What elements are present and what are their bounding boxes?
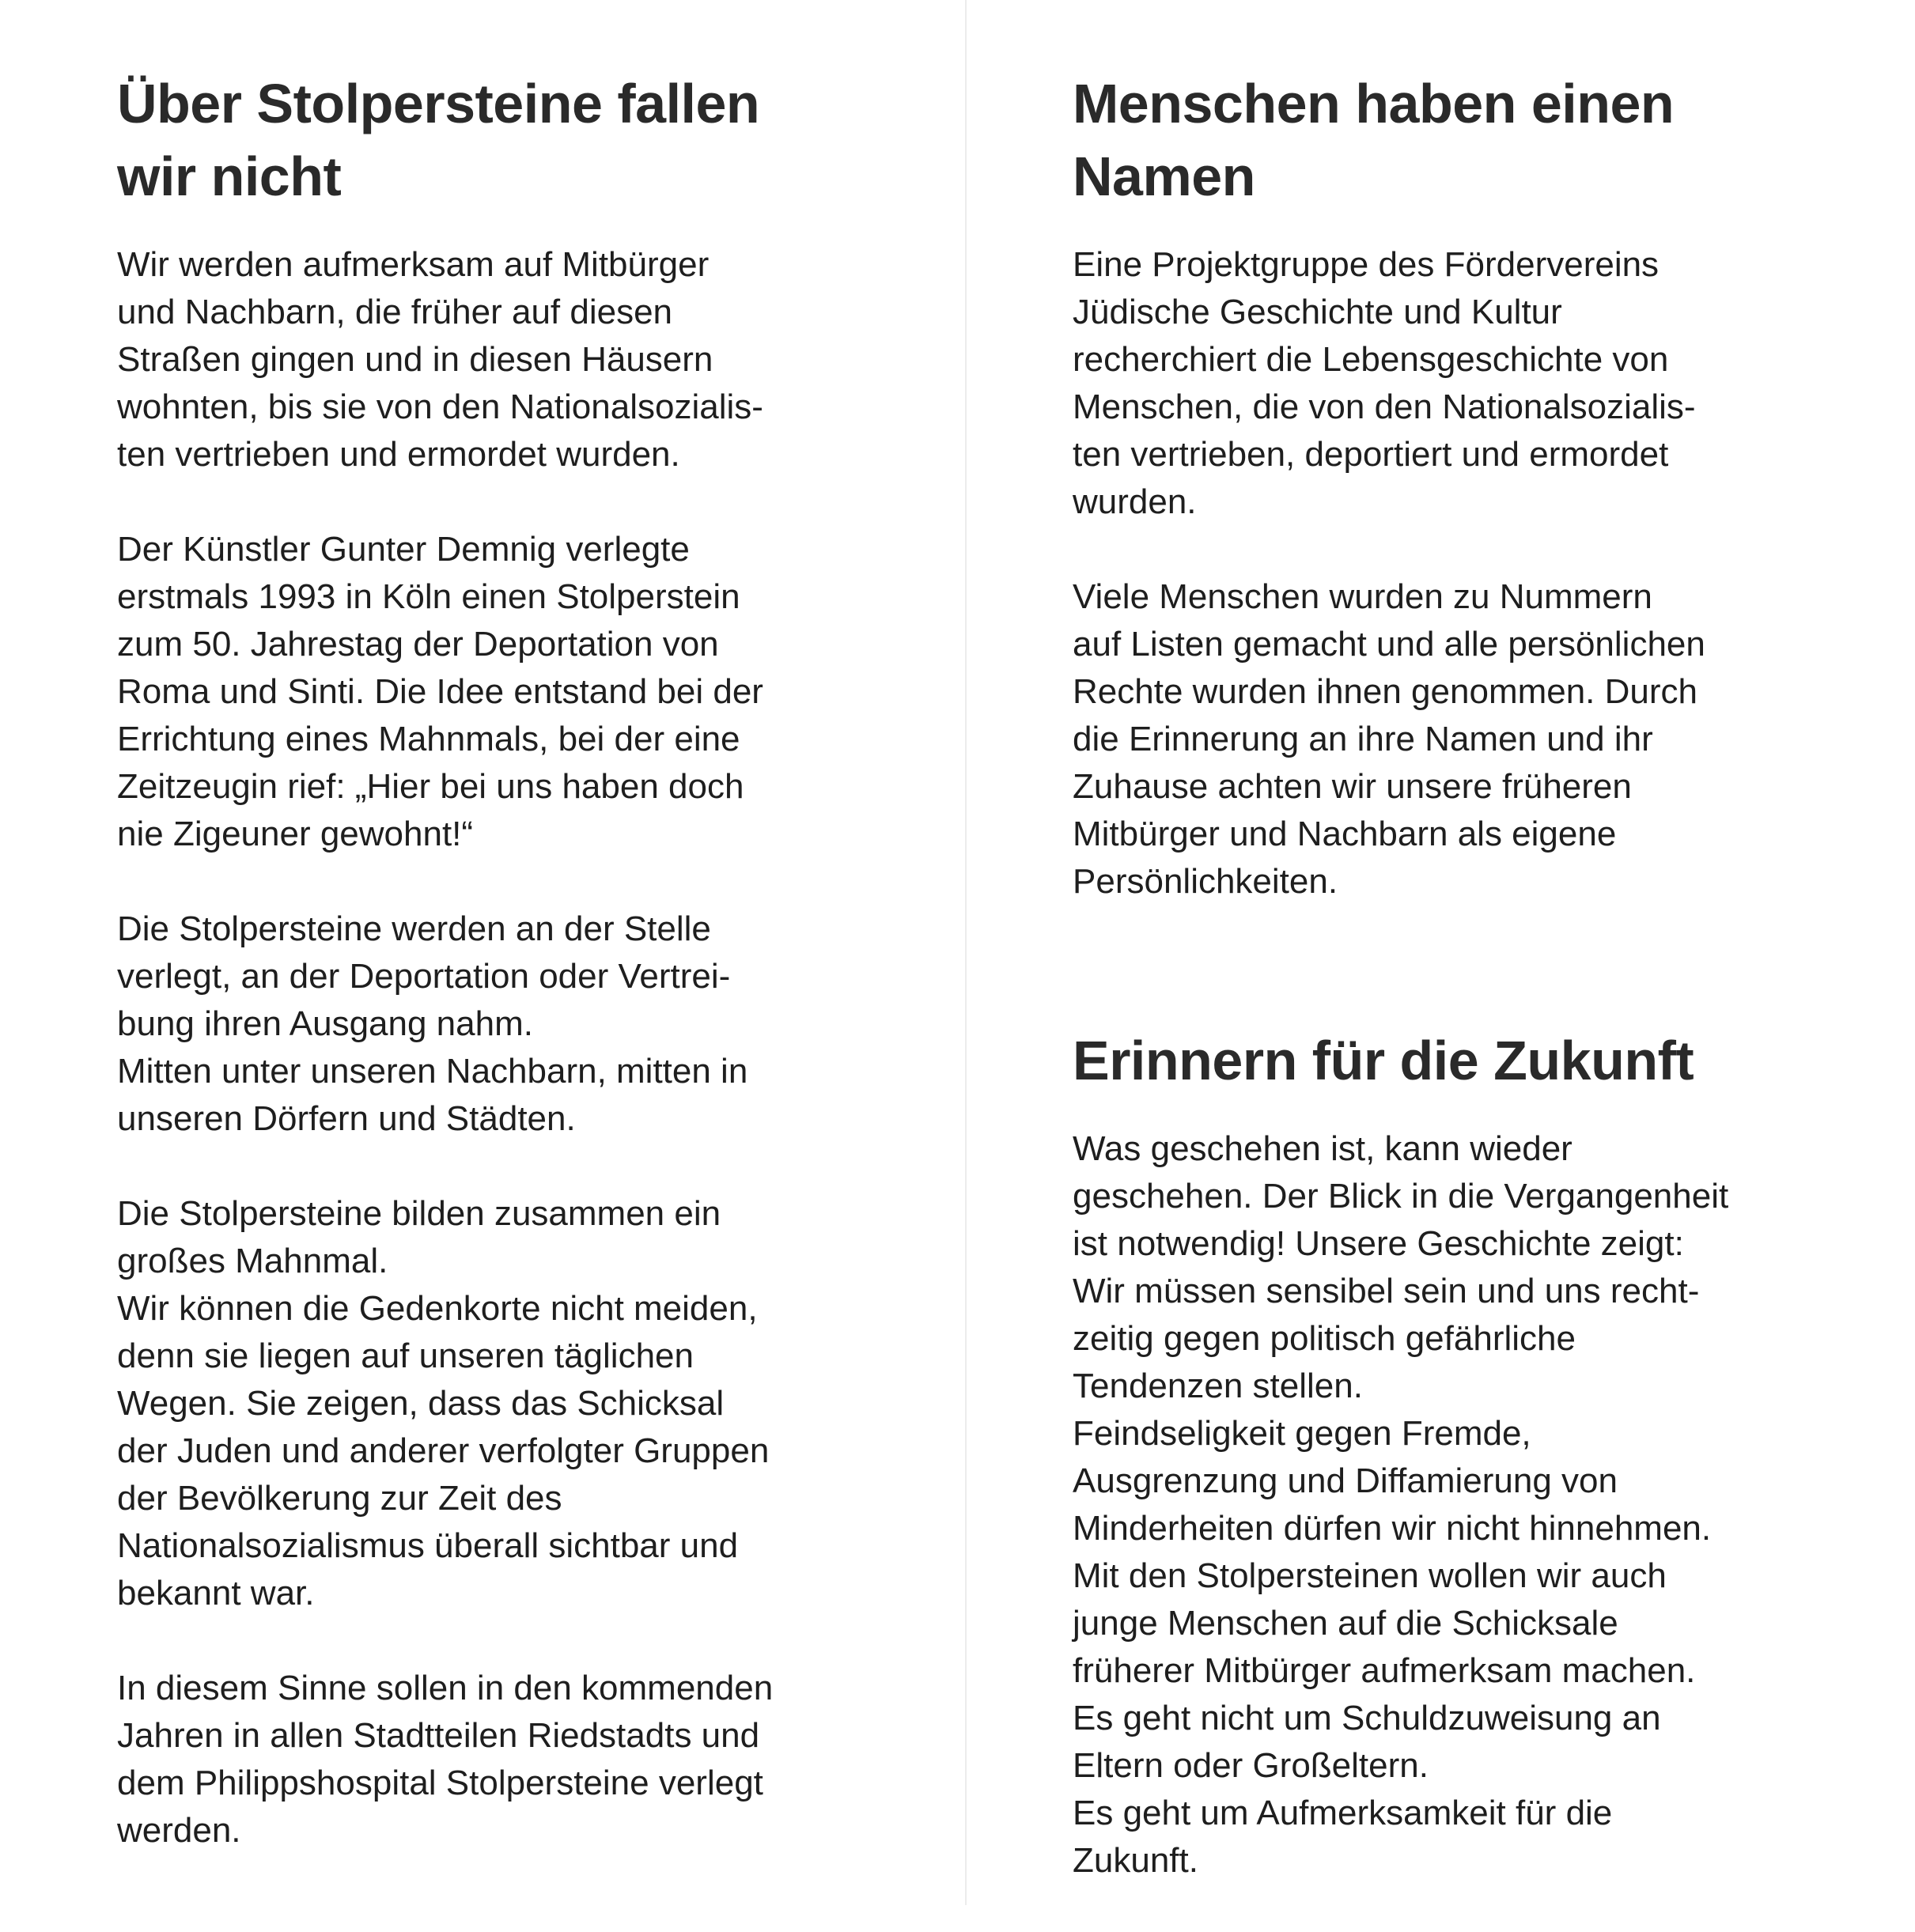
text-line: denn sie liegen auf unseren täglichen [117, 1337, 694, 1375]
text-line: der Bevölkerung zur Zeit des [117, 1479, 562, 1518]
text-line: Mitbürger und Nachbarn als eigene [1073, 815, 1617, 853]
text-line: Zuhause achten wir unsere früheren [1073, 767, 1632, 806]
text-line: Mit den Stolpersteinen wollen wir auch [1073, 1556, 1667, 1595]
text-line: Die Stolpersteine werden an der Stelle [117, 909, 711, 948]
text-line: Zukunft. [1073, 1841, 1198, 1880]
text-line: wohnten, bis sie von den Nationalsozialis- [117, 388, 763, 426]
section-spacer [1073, 953, 1864, 1024]
text-line: Tendenzen stellen. [1073, 1367, 1363, 1405]
text-line: der Juden und anderer verfolgter Gruppen [117, 1431, 770, 1470]
text-line: Es geht um Aufmerksamkeit für die [1073, 1794, 1613, 1832]
text-line: ist notwendig! Unsere Geschichte zeigt: [1073, 1224, 1684, 1263]
text-line: werden. [117, 1811, 241, 1850]
text-line: Was geschehen ist, kann wieder [1073, 1129, 1572, 1168]
text-line: unseren Dörfern und Städten. [117, 1099, 576, 1138]
text-line: früherer Mitbürger aufmerksam machen. [1073, 1651, 1696, 1690]
text-line: nie Zigeuner gewohnt!“ [117, 815, 474, 853]
paragraph [117, 526, 908, 858]
text-line: und Nachbarn, die früher auf diesen [117, 293, 673, 331]
text-line: Zeitzeugin rief: „Hier bei uns haben doch [117, 767, 744, 806]
text-line: Wegen. Sie zeigen, dass das Schicksal [117, 1384, 725, 1423]
text-line: Der Künstler Gunter Demnig verlegte [117, 530, 690, 569]
text-line: Nationalsozialismus überall sichtbar und [117, 1526, 739, 1565]
paragraph [1073, 1125, 1864, 1885]
heading-erinnern-fuer-zukunft [1073, 1024, 1864, 1097]
paragraph [1073, 241, 1864, 526]
heading-menschen-haben-namen [1073, 67, 1864, 213]
text-line: recherchiert die Lebensgeschichte von [1073, 340, 1669, 379]
text-line: Eltern oder Großeltern. [1073, 1746, 1429, 1785]
text-line: Wir müssen sensibel sein und uns recht- [1073, 1272, 1700, 1310]
text-line: zum 50. Jahrestag der Deportation von [117, 625, 719, 664]
text-line: Die Stolpersteine bilden zusammen ein [117, 1194, 721, 1233]
text-line: verlegt, an der Deportation oder Vertrei- [117, 957, 731, 996]
text-line: wurden. [1073, 482, 1197, 521]
paragraph [117, 241, 908, 478]
paragraph [117, 1665, 908, 1854]
text-line: Wir werden aufmerksam auf Mitbürger [117, 245, 710, 284]
text-line: die Erinnerung an ihre Namen und ihr [1073, 720, 1653, 758]
text-line: großes Mahnmal. [117, 1242, 388, 1280]
text-line: junge Menschen auf die Schicksale [1073, 1604, 1618, 1643]
text-line: Minderheiten dürfen wir nicht hinnehmen. [1073, 1509, 1712, 1548]
text-line: Roma und Sinti. Die Idee entstand bei der [117, 672, 763, 711]
heading-line: Über Stolpersteine fallen [117, 73, 760, 134]
text-line: dem Philippshospital Stolpersteine verlegt [117, 1764, 763, 1802]
text-line: Errichtung eines Mahnmals, bei der eine [117, 720, 740, 758]
text-line: Wir können die Gedenkorte nicht meiden, [117, 1289, 758, 1328]
paragraph [1073, 573, 1864, 906]
left-column [117, 67, 908, 1902]
right-column [1073, 67, 1864, 1932]
text-line: bung ihren Ausgang nahm. [117, 1004, 533, 1043]
text-line: geschehen. Der Blick in die Vergangenheit [1073, 1177, 1729, 1216]
text-line: Persönlichkeiten. [1073, 862, 1338, 901]
text-line: zeitig gegen politisch gefährliche [1073, 1319, 1576, 1358]
text-line: Jahren in allen Stadtteilen Riedstadts und [117, 1716, 760, 1755]
text-line: Ausgrenzung und Diffamierung von [1073, 1461, 1618, 1500]
text-line: Feindseligkeit gegen Fremde, [1073, 1414, 1531, 1453]
text-line: erstmals 1993 in Köln einen Stolperstein [117, 577, 740, 616]
text-line: Eine Projektgruppe des Fördervereins [1073, 245, 1660, 284]
heading-ueber-stolpersteine [117, 67, 908, 213]
text-line: Rechte wurden ihnen genommen. Durch [1073, 672, 1698, 711]
text-line: bekannt war. [117, 1574, 315, 1613]
paragraph [117, 906, 908, 1143]
text-line: In diesem Sinne sollen in den kommenden [117, 1669, 774, 1707]
text-line: Es geht nicht um Schuldzuweisung an [1073, 1699, 1661, 1737]
text-line: Viele Menschen wurden zu Nummern [1073, 577, 1652, 616]
page-fold-line [965, 0, 967, 1905]
heading-line: Menschen haben einen [1073, 73, 1675, 134]
text-line: Jüdische Geschichte und Kultur [1073, 293, 1562, 331]
text-line: Straßen gingen und in diesen Häusern [117, 340, 713, 379]
heading-line: wir nicht [117, 146, 342, 207]
heading-line: Erinnern für die Zukunft [1073, 1030, 1694, 1091]
paragraph [117, 1190, 908, 1617]
text-line: ten vertrieben und ermordet wurden. [117, 435, 680, 474]
heading-line: Namen [1073, 146, 1255, 207]
text-line: auf Listen gemacht und alle persönlichen [1073, 625, 1705, 664]
text-line: ten vertrieben, deportiert und ermordet [1073, 435, 1669, 474]
text-line: Menschen, die von den Nationalsozialis- [1073, 388, 1696, 426]
text-line: Mitten unter unseren Nachbarn, mitten in [117, 1052, 748, 1091]
